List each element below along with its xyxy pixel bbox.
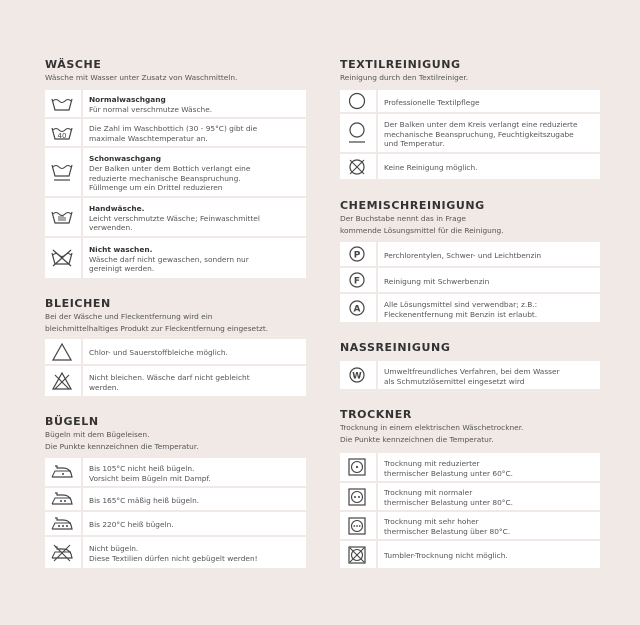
dry-clean-f-icon <box>340 268 374 292</box>
section-bleichen <box>45 297 306 335</box>
do-not-bleach-icon <box>45 366 79 396</box>
row-title: Nicht waschen. <box>89 245 153 255</box>
section-trockner <box>340 408 600 446</box>
care-row <box>45 238 306 278</box>
care-row <box>45 198 306 236</box>
row-description: Der Balken unter dem Kreis verlangt eine reduzierte mechanische Beanspruchung, Feuchtigkeitszugabe und Temperatur. <box>384 120 578 149</box>
row-title: Schonwaschgang <box>89 154 161 164</box>
section-description: Reinigung durch den Textilreiniger. <box>340 73 469 82</box>
section-title: TEXTILREINIGUNG <box>340 58 461 71</box>
row-description: Trocknung mit reduzierter thermischer Belastung unter 60°C. <box>384 458 513 478</box>
row-text <box>376 90 600 112</box>
row-text <box>81 238 306 278</box>
care-row <box>45 366 306 396</box>
iron-one-dot-icon <box>45 458 79 486</box>
care-row <box>340 483 600 510</box>
row-text <box>81 366 306 396</box>
bleach-triangle-icon <box>45 339 79 364</box>
row-text <box>376 541 600 568</box>
care-row <box>45 148 306 196</box>
care-row <box>340 541 600 568</box>
svg-text:40: 40 <box>57 131 67 140</box>
section-description: Bei der Wäsche und Fleckentfernung wird ein bleichmittelhaltiges Produkt zur Fleckentfernung eingesetzt. <box>45 312 269 333</box>
care-row <box>340 268 600 292</box>
row-description: Nicht bügeln. Diese Textilien dürfen nicht gebügelt werden! <box>89 544 258 563</box>
section-description: Bügeln mit dem Bügeleisen. Die Punkte kennzeichnen die Temperatur. <box>45 430 199 451</box>
section-description: Der Buchstabe nennt das in Frage kommende Lösungsmittel für die Reinigung. <box>340 214 504 235</box>
care-row <box>45 488 306 510</box>
section-title: CHEMISCHREINIGUNG <box>340 199 485 212</box>
section-title: BÜGELN <box>45 415 99 428</box>
care-row <box>45 90 306 117</box>
solvent-letter: A <box>353 304 361 315</box>
row-title: Normalwaschgang <box>89 95 166 105</box>
row-text <box>376 483 600 510</box>
section-waesche <box>45 58 306 84</box>
row-description: Keine Reinigung möglich. <box>384 163 478 173</box>
row-description: Der Balken unter dem Bottich verlangt eine reduzierte mechanische Beanspruchung. Füllmenge um ein Drittel reduzieren <box>89 163 251 193</box>
row-description: Nicht bleichen. Wäsche darf nicht gebleicht werden. <box>89 372 250 392</box>
section-title: TROCKNER <box>340 408 412 421</box>
row-text <box>81 198 306 236</box>
row-description: Bis 165°C mäßig heiß bügeln. <box>89 495 200 505</box>
care-row <box>340 512 600 539</box>
row-text <box>376 453 600 481</box>
row-text <box>81 512 306 535</box>
wash-tub-bar-icon <box>45 148 79 196</box>
care-row <box>340 361 600 389</box>
row-description: Bis 220°C heiß bügeln. <box>89 520 174 530</box>
row-text <box>376 154 600 179</box>
row-description: Die Zahl im Waschbottich (30 - 95°C) gibt die maximale Waschtemperatur an. <box>89 124 258 143</box>
row-text <box>376 294 600 322</box>
iron-three-dots-icon <box>45 512 79 535</box>
section-nassreinigung <box>340 341 600 354</box>
dry-clean-a-icon <box>340 294 374 322</box>
row-description: Tumbler-Trocknung nicht möglich. <box>384 551 508 561</box>
row-text <box>81 458 306 486</box>
solvent-letter: W <box>352 371 362 382</box>
row-text <box>81 148 306 196</box>
section-title: WÄSCHE <box>45 58 102 71</box>
care-row <box>340 294 600 322</box>
row-description: Reinigung mit Schwerbenzin <box>384 276 490 286</box>
section-title: BLEICHEN <box>45 297 111 310</box>
row-description: Umweltfreundliches Verfahren, bei dem Wasser als Schmutzlösemittel eingesetzt wird <box>384 366 560 386</box>
professional-clean-circle-icon <box>340 90 374 112</box>
care-row <box>45 537 306 568</box>
section-description: Wäsche mit Wasser unter Zusatz von Waschmitteln. <box>45 73 238 82</box>
care-row <box>340 242 600 266</box>
care-row <box>340 453 600 481</box>
solvent-letter: F <box>353 276 361 287</box>
do-not-wash-icon <box>45 238 79 278</box>
iron-two-dots-icon <box>45 488 79 510</box>
row-description: Trocknung mit normaler thermischer Belastung unter 80°C. <box>384 488 513 507</box>
care-row <box>45 339 306 364</box>
wash-tub-40-icon <box>45 119 79 146</box>
care-row <box>45 458 306 486</box>
row-text <box>376 361 600 389</box>
row-description: Wäsche darf nicht gewaschen, sondern nur gereinigt werden. <box>89 254 249 274</box>
do-not-tumble-dry-icon <box>340 541 374 568</box>
care-row <box>340 90 600 112</box>
row-text <box>81 90 306 117</box>
row-text <box>376 268 600 292</box>
care-row <box>45 512 306 535</box>
wash-tub-icon <box>45 90 79 117</box>
care-row <box>45 119 306 146</box>
row-text <box>376 114 600 152</box>
row-description: Trocknung mit sehr hoher thermischer Belastung über 80°C. <box>384 517 511 536</box>
tumble-dry-one-dot-icon <box>340 453 374 481</box>
solvent-letter: P <box>353 250 361 261</box>
do-not-iron-icon <box>45 537 79 568</box>
hand-wash-icon <box>45 198 79 236</box>
row-text <box>376 242 600 266</box>
dry-clean-p-icon <box>340 242 374 266</box>
row-description: Professionelle Textilpflege <box>384 97 480 107</box>
tumble-dry-three-dots-icon <box>340 512 374 539</box>
section-title: NASSREINIGUNG <box>340 341 451 354</box>
row-description: Alle Lösungsmittel sind verwendbar; z.B.: Fleckenentfernung mit Benzin ist erlaubt. <box>384 299 538 319</box>
row-text <box>81 339 306 364</box>
row-description: Für normal verschmutze Wäsche. <box>89 105 213 114</box>
do-not-clean-icon <box>340 154 374 179</box>
row-description: Leicht verschmutzte Wäsche; Feinwaschmittel verwenden. <box>89 213 260 233</box>
care-row <box>340 154 600 179</box>
section-description: Trocknung in einem elektrischen Wäschetrockner. Die Punkte kennzeichnen die Temperatur. <box>340 423 524 444</box>
wet-clean-w-icon <box>340 361 374 389</box>
section-textilreinigung <box>340 58 600 84</box>
row-text <box>81 488 306 510</box>
row-title: Handwäsche. <box>89 204 145 214</box>
tumble-dry-two-dots-icon <box>340 483 374 510</box>
section-buegeln <box>45 415 306 453</box>
row-text <box>81 119 306 146</box>
row-description: Perchlorentylen, Schwer- und Leichtbenzin <box>384 250 542 260</box>
section-chemischreinigung <box>340 199 600 237</box>
row-text <box>376 512 600 539</box>
row-description: Bis 105°C nicht heiß bügeln. Vorsicht beim Bügeln mit Dampf. <box>89 463 211 483</box>
professional-clean-bar-icon <box>340 114 374 152</box>
row-text <box>81 537 306 568</box>
row-description: Chlor- und Sauerstoffbleiche möglich. <box>89 348 228 358</box>
care-row <box>340 114 600 152</box>
